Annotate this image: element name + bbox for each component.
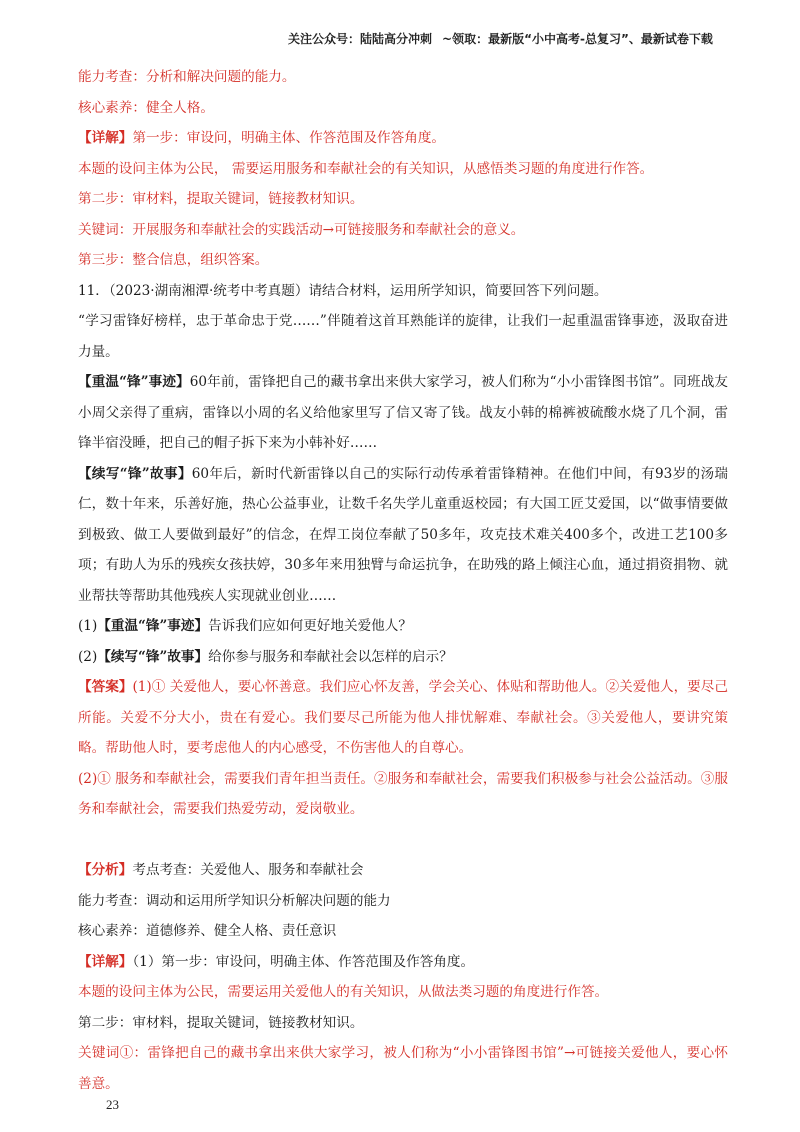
analysis-core-line: 核心素养：道德修养、健全人格、责任意识 — [78, 923, 337, 939]
analysis-tag: 【分析】 — [78, 862, 133, 878]
analysis-keyword1: 关键词①：雷锋把自己的藏书拿出来供大家学习，被人们称为“小小雷锋图书馆”→可链接关爱他人，要心怀善意。 — [78, 1045, 728, 1092]
answer-tag: 【答案】 — [78, 679, 133, 695]
material-part1 — [78, 367, 728, 459]
analysis-detail-tag: 【详解】 — [78, 953, 133, 970]
question-intro: “学习雷锋好榜样，忠于革命忠于党……”伴随着这首耳熟能详的旋律，让我们一起重温雷锋事迹，汲取奋进力量。 — [78, 313, 728, 360]
sub-question-2-text: 给你参与服务和奉献社会以怎样的启示？ — [208, 648, 453, 665]
sub-question-1-text: 告诉我们应如何更好地关爱他人？ — [208, 618, 412, 634]
analysis-detail-text: （1）第一步：审设问，明确主体、作答范围及作答角度。 — [132, 953, 475, 970]
header-wechat-text: 关注公众号：陆陆高分冲刺 — [288, 32, 433, 46]
analysis-text: 考点考查：关爱他人、服务和奉献社会 — [132, 862, 364, 878]
analysis-line — [78, 855, 728, 886]
page-number: 23 — [106, 1097, 119, 1112]
detail-tag: 【详解】 — [78, 130, 133, 146]
step2-line: 第二步：审材料，提取关键词，链接教材知识。 — [78, 191, 364, 207]
analysis-detail-line — [78, 947, 728, 978]
detail-text: 第一步：审设问，明确主体、作答范围及作答角度。 — [132, 130, 446, 146]
header-download-text: ~领取：最新版“小中高考-总复习”、最新试卷下载 — [442, 32, 713, 46]
answer-part1 — [78, 672, 728, 764]
analysis-step2-line: 第二步：审材料，提取关键词，链接教材知识。 — [78, 1014, 364, 1031]
sub-question-2-tag: 【续写“锋”故事】 — [97, 648, 209, 665]
document-body — [78, 62, 728, 1099]
sub-question-2-number: (2) — [78, 648, 98, 665]
sub-question-1-number: (1) — [78, 618, 98, 634]
material-part1-tag: 【重温“锋”事迹】 — [78, 374, 190, 390]
material-part2-tag: 【续写“锋”故事】 — [78, 465, 192, 482]
ability-line: 能力考查：分析和解决问题的能力。 — [78, 69, 296, 85]
core-literacy-line: 核心素养：健全人格。 — [78, 99, 214, 116]
answer-part2: (2)① 服务和奉献社会，需要我们青年担当责任。②服务和奉献社会，需要我们积极参与社会公益活动。③服务和奉献社会，需要我们热爱劳动，爱岗敬业。 — [78, 770, 728, 817]
detail-line — [78, 123, 728, 154]
section-spacer — [78, 825, 728, 856]
material-part2 — [78, 459, 728, 612]
step3-line: 第三步：整合信息，组织答案。 — [78, 252, 269, 268]
sub-question-1 — [78, 611, 728, 642]
material-part1-text: 60年前，雷锋把自己的藏书拿出来供大家学习，被人们称为“小小雷锋图书馆”。同班战友小周父亲得了重病，雷锋以小周的名义给他家里写了信又寄了钱。战友小韩的棉裤被硫酸水烧了几个洞，雷锋半宿没睡，把自己的帽子拆下来为小韩补好…… — [78, 374, 729, 451]
question-stem: 11．（2023·湖南湘潭·统考中考真题）请结合材料，运用所学知识，简要回答下列问题。 — [78, 282, 608, 299]
sub-question-2 — [78, 642, 728, 673]
sub-question-1-tag: 【重温“锋”事迹】 — [97, 618, 209, 634]
analysis-subject-line: 本题的设问主体为公民，需要运用关爱他人的有关知识，从做法类习题的角度进行作答。 — [78, 984, 609, 1000]
answer-part1-text: (1)① 关爱他人，要心怀善意。我们应心怀友善，学会关心、体贴和帮助他人。②关爱他人，要尽己所能。关爱不分大小，贵在有爱心。我们要尽己所能为他人排忧解难、奉献社会。③关爱他人，要讲究策略。帮助他人时，要考虑他人的内心感受，不伤害他人的自尊心。 — [78, 679, 729, 756]
question-subject-line: 本题的设问主体为公民， 需要运用服务和奉献社会的有关知识，从感悟类习题的角度进行作答。 — [78, 160, 654, 177]
page-header — [288, 30, 768, 47]
analysis-ability-line: 能力考查：调动和运用所学知识分析解决问题的能力 — [78, 892, 391, 909]
material-part2-text: 60年后，新时代新雷锋以自己的实际行动传承着雷锋精神。在他们中间，有93岁的汤瑞仁，数十年来，乐善好施，热心公益事业，让数千名失学儿童重返校园；有大国工匠艾爱国，以“做事情要做到极致、做工人要做到最好”的信念，在焊工岗位奉献了50多年，攻克技术难关400多个，改进工艺100多项；有助人为乐的残疾女孩扶婷，30多年来用独臂与命运抗争，在助残的路上倾注心血，通过捐资捐物、就业帮扶等帮助其他残疾人实现就业创业…… — [78, 465, 729, 604]
keyword-line: 关键词：开展服务和奉献社会的实践活动→可链接服务和奉献社会的意义。 — [78, 221, 525, 238]
